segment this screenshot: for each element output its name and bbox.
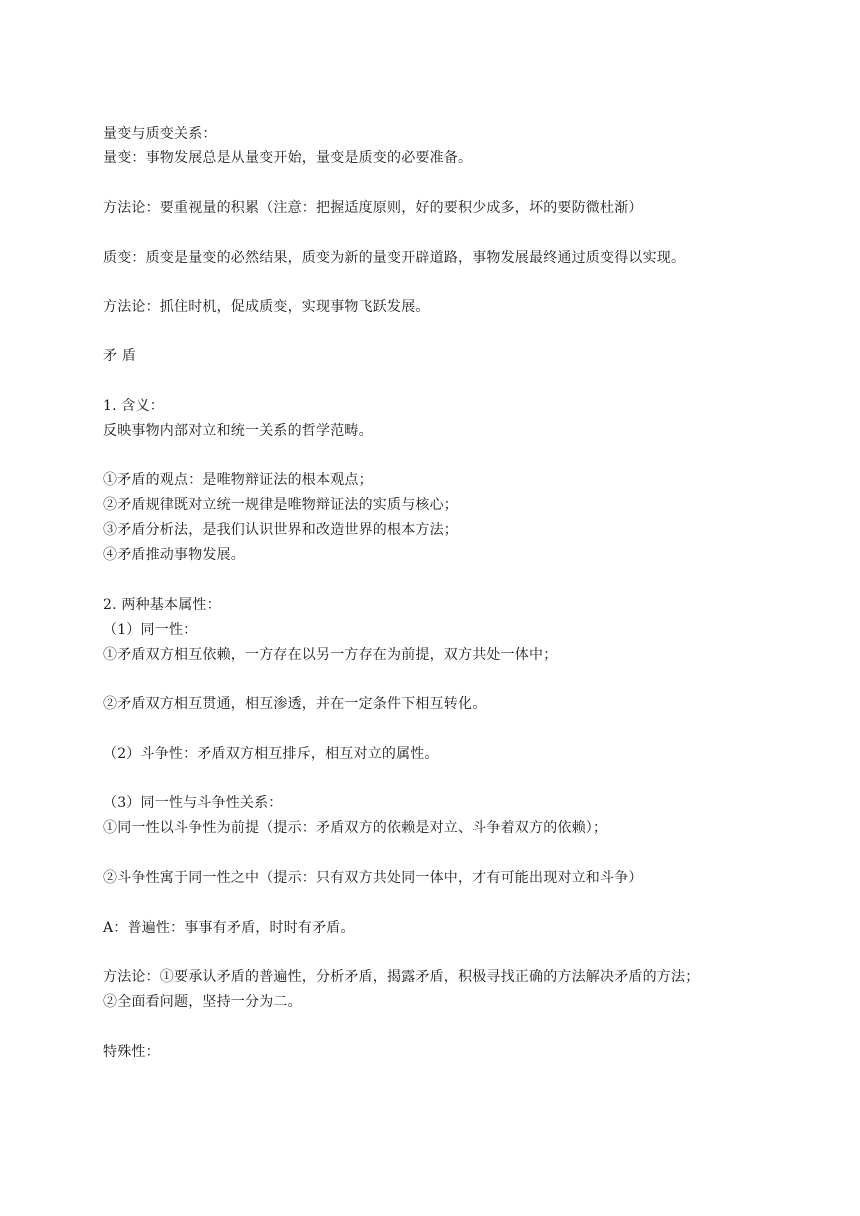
subheading-meaning: 1. 含义：	[103, 398, 165, 414]
subheading-identity: （1）同一性：	[103, 622, 198, 638]
list-item-relation-2: ②斗争性寓于同一性之中（提示：只有双方共处同一体中，才有可能出现对立和斗争）	[103, 870, 643, 886]
paragraph-qualitative-change: 质变：质变是量变的必然结果，质变为新的量变开辟道路，事物发展最终通过质变得以实现。	[103, 250, 686, 266]
paragraph-meaning-definition: 反映事物内部对立和统一关系的哲学范畴。	[103, 423, 373, 439]
paragraph-methodology-universality: 方法论：①要承认矛盾的普遍性，分析矛盾，揭露矛盾，积极寻找正确的方法解决矛盾的方法；	[103, 969, 700, 985]
list-item-contradiction-1: ①矛盾的观点：是唯物辩证法的根本观点；	[103, 472, 373, 488]
paragraph-struggle: （2）斗争性：矛盾双方相互排斥，相互对立的属性。	[103, 746, 439, 762]
list-item-contradiction-2: ②矛盾规律既对立统一规律是唯物辩证法的实质与核心；	[103, 497, 458, 513]
list-item-contradiction-3: ③矛盾分析法，是我们认识世界和改造世界的根本方法；	[103, 522, 458, 538]
list-item-relation-1: ①同一性以斗争性为前提（提示：矛盾双方的依赖是对立、斗争着双方的依赖）；	[103, 820, 608, 836]
paragraph-methodology-accumulation: 方法论：要重视量的积累（注意：把握适度原则，好的要积少成多，坏的要防微杜渐）	[103, 200, 643, 216]
heading-quantity-quality-relation: 量变与质变关系：	[103, 126, 217, 142]
subheading-basic-attributes: 2. 两种基本属性：	[103, 597, 221, 613]
subheading-identity-struggle-relation: （3）同一性与斗争性关系：	[103, 795, 283, 811]
subheading-particularity: 特殊性：	[103, 1044, 160, 1060]
paragraph-quantitative-change: 量变：事物发展总是从量变开始，量变是质变的必要准备。	[103, 150, 473, 166]
list-item-contradiction-4: ④矛盾推动事物发展。	[103, 547, 245, 563]
paragraph-universality: A：普遍性：事事有矛盾，时时有矛盾。	[103, 920, 355, 936]
paragraph-methodology-holistic: ②全面看问题，坚持一分为二。	[103, 994, 302, 1010]
list-item-identity-2: ②矛盾双方相互贯通，相互渗透，并在一定条件下相互转化。	[103, 696, 487, 712]
list-item-identity-1: ①矛盾双方相互依赖，一方存在以另一方存在为前提，双方共处一体中；	[103, 647, 558, 663]
section-title-contradiction: 矛 盾	[103, 348, 137, 364]
paragraph-methodology-seize-opportunity: 方法论：抓住时机，促成质变，实现事物飞跃发展。	[103, 299, 430, 315]
